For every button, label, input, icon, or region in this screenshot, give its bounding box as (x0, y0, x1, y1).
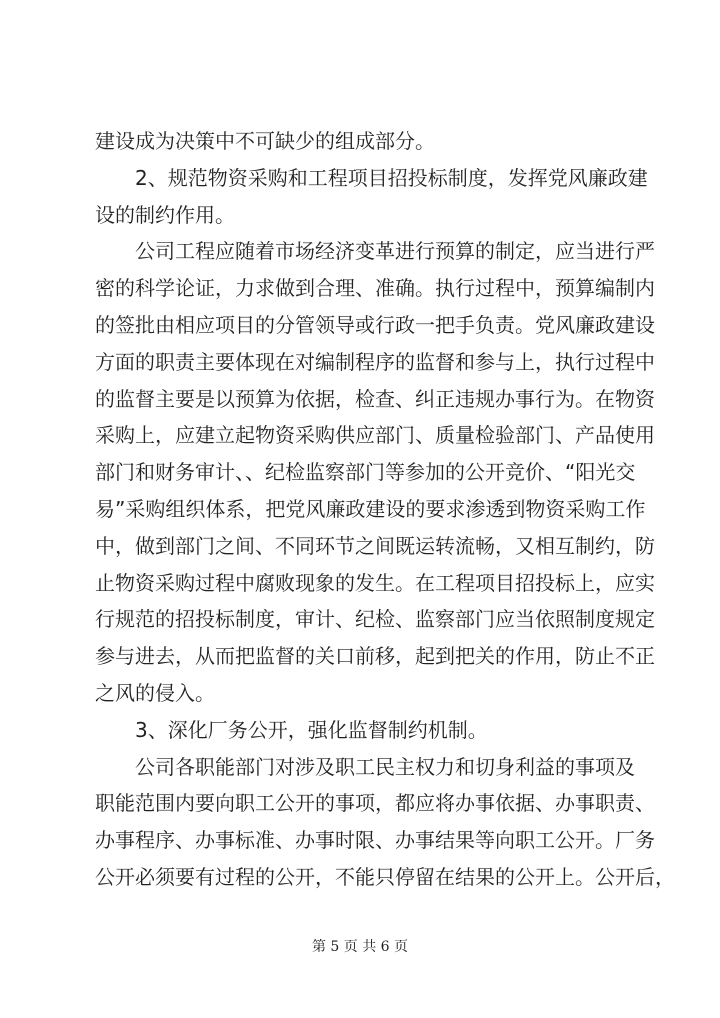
document-body (95, 123, 675, 896)
text-line: 职能范围内要向职工公开的事项，都应将办事依据、办事职责、 (95, 791, 655, 816)
section-heading-3 (95, 712, 635, 749)
text-line: 之风的侵入。 (95, 680, 215, 705)
text-line: 方面的职责主要体现在对编制程序的监督和参与上，执行过程中 (95, 349, 655, 374)
text-line: 采购上，应建立起物资采购供应部门、质量检验部门、产品使用 (95, 423, 655, 448)
text-line: 建设成为决策中不可缺少的组成部分。 (95, 129, 435, 153)
text-line: 2、规范物资采购和工程项目招投标制度，发挥党风廉政建 (135, 165, 648, 190)
page-number-footer: 第 5 页 共 6 页 (311, 939, 409, 955)
paragraph-continuation (95, 123, 635, 160)
text-line: 的签批由相应项目的分管领导或行政一把手负责。党风廉政建设 (95, 312, 655, 337)
text-line: 参与进去，从而把监督的关口前移，起到把关的作用，防止不正 (95, 644, 655, 669)
text-line: 3、深化厂务公开，强化监督制约机制。 (135, 717, 488, 742)
paragraph-procurement (95, 233, 655, 711)
text-line: 办事程序、办事标准、办事时限、办事结果等向职工公开。厂务 (95, 828, 655, 853)
text-line: 公开必须要有过程的公开，不能只停留在结果的公开上。公开后， (95, 864, 675, 889)
text-line: 中，做到部门之间、不同环节之间既运转流畅，又相互制约，防 (95, 533, 655, 558)
text-line: 公司各职能部门对涉及职工民主权力和切身利益的事项及 (135, 754, 635, 779)
text-line: 公司工程应随着市场经济变革进行预算的制定，应当进行严 (135, 239, 655, 264)
text-line: 行规范的招投标制度，审计、纪检、监察部门应当依照制度规定 (95, 607, 655, 632)
text-line: 设的制约作用。 (95, 202, 235, 227)
text-line: 止物资采购过程中腐败现象的发生。在工程项目招投标上，应实 (95, 570, 655, 595)
text-line: 部门和财务审计、、纪检监察部门等参加的公开竞价、“阳光交 (95, 460, 636, 485)
text-line: 的监督主要是以预算为依据，检查、纠正违规办事行为。在物资 (95, 386, 655, 411)
text-line: 密的科学论证，力求做到合理、准确。执行过程中，预算编制内 (95, 276, 655, 301)
paragraph-factory-affairs (95, 749, 675, 896)
text-line: 易”采购组织体系，把党风廉政建设的要求渗透到物资采购工作 (95, 496, 646, 521)
section-heading-2 (95, 160, 648, 234)
